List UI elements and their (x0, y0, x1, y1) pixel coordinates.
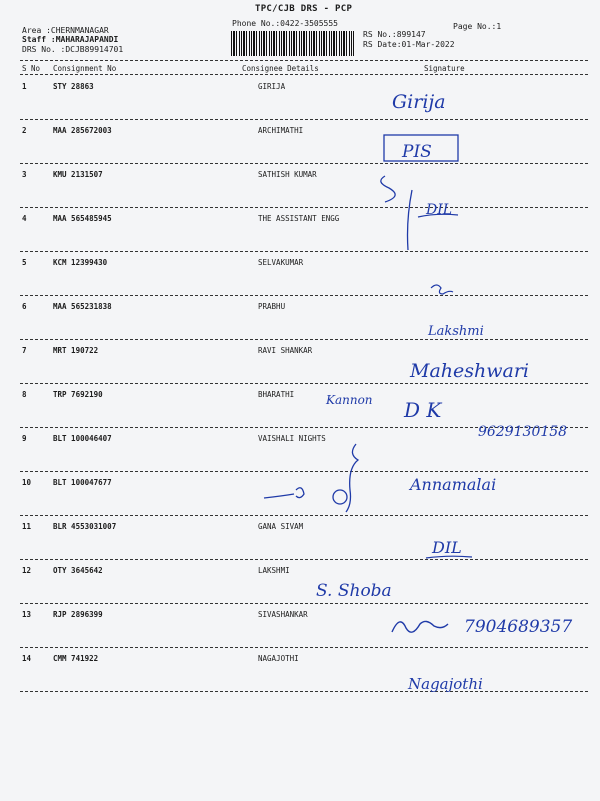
row-sno: 13 (22, 610, 32, 619)
row-consignee: SELVAKUMAR (258, 258, 304, 267)
row-sno: 9 (22, 434, 27, 443)
row-consignee: BHARATHI (258, 390, 295, 399)
row-consignment: RJP 2896399 (53, 610, 103, 619)
row-consignee: PRABHU (258, 302, 286, 311)
signature-1: Girija (392, 91, 446, 113)
row-sno: 10 (22, 478, 32, 487)
column-header-sno: S No (22, 64, 41, 73)
row-consignment: KCM 12399430 (53, 258, 108, 267)
row-consignee: LAKSHMI (258, 566, 290, 575)
row-sno: 5 (22, 258, 27, 267)
drs-number: DRS No. :DCJB89914701 (22, 45, 124, 54)
row-consignment: BLR 4553031007 (53, 522, 117, 531)
row-consignee: SATHISH KUMAR (258, 170, 317, 179)
row-consignee: SIVASHANKAR (258, 610, 308, 619)
signature-5-scribble (431, 285, 453, 294)
phone-number: Phone No.:0422-3505555 (232, 19, 338, 28)
row-sno: 6 (22, 302, 27, 311)
row-sno: 11 (22, 522, 32, 531)
signature-8-kannon: Kannon (326, 393, 373, 407)
row-consignment: BLT 100047677 (53, 478, 112, 487)
signature-10-scribble (264, 488, 347, 504)
signature-8-initials: D K (404, 398, 442, 422)
signature-14: Nagajothi (408, 675, 483, 693)
bracket-stroke (346, 444, 358, 512)
row-consignee: GIRIJA (258, 82, 286, 91)
signature-8-phone: 9629130158 (478, 424, 568, 440)
row-sno: 4 (22, 214, 27, 223)
signature-2 (384, 135, 458, 162)
row-consignment: OTY 3645642 (53, 566, 103, 575)
rs-date: RS Date:01-Mar-2022 (363, 40, 455, 49)
row-sno: 3 (22, 170, 27, 179)
column-header-signature: Signature (424, 64, 465, 73)
signature-9: Annamalai (410, 475, 497, 494)
signature-6: Lakshmi (428, 324, 484, 339)
row-consignment: MAA 285672003 (53, 126, 112, 135)
row-consignee: NAGAJOTHI (258, 654, 299, 663)
row-consignment: KMU 2131507 (53, 170, 103, 179)
rs-number: RS No.:899147 (363, 30, 426, 39)
signature-13-phone: 7904689357 (464, 617, 573, 637)
row-sno: 1 (22, 82, 27, 91)
signature-11 (426, 538, 472, 558)
page-number: Page No.:1 (453, 22, 502, 31)
signature-12: S. Shoba (316, 581, 392, 601)
row-consignment: MAA 565231838 (53, 302, 112, 311)
signature-2-text: PIS (402, 142, 432, 162)
bracket-stroke (381, 176, 412, 250)
signature-4-text: DIL (426, 202, 453, 218)
row-sno: 14 (22, 654, 32, 663)
row-consignment: MRT 190722 (53, 346, 99, 355)
row-consignee: RAVI SHANKAR (258, 346, 313, 355)
row-consignment: BLT 100046407 (53, 434, 112, 443)
row-sno: 8 (22, 390, 27, 399)
row-sno: 2 (22, 126, 27, 135)
row-consignment: CMM 741922 (53, 654, 99, 663)
signature-10-stroke (264, 488, 304, 498)
signature-7: Maheshwari (410, 360, 530, 382)
column-header-consignment: Consignment No (53, 64, 117, 73)
signature-10-circle (333, 490, 347, 504)
document-title: TPC/CJB DRS - PCP (255, 4, 353, 14)
staff-label: Staff :MAHARAJAPANDI (22, 35, 119, 44)
row-consignee: THE ASSISTANT ENGG (258, 214, 340, 223)
signature-11-text: DIL (432, 538, 462, 557)
column-header-consignee: Consignee Details (242, 64, 319, 73)
row-sno: 12 (22, 566, 32, 575)
row-consignment: MAA 565485945 (53, 214, 112, 223)
row-sno: 7 (22, 346, 27, 355)
signature-13-scribble (392, 621, 448, 632)
signature-4 (418, 202, 458, 218)
row-consignment: TRP 7692190 (53, 390, 103, 399)
area-label: Area :CHERNMANAGAR (22, 26, 109, 35)
row-consignee: VAISHALI NIGHTS (258, 434, 326, 443)
row-consignee: GANA SIVAM (258, 522, 304, 531)
row-consignment: STY 28863 (53, 82, 94, 91)
row-consignee: ARCHIMATHI (258, 126, 304, 135)
